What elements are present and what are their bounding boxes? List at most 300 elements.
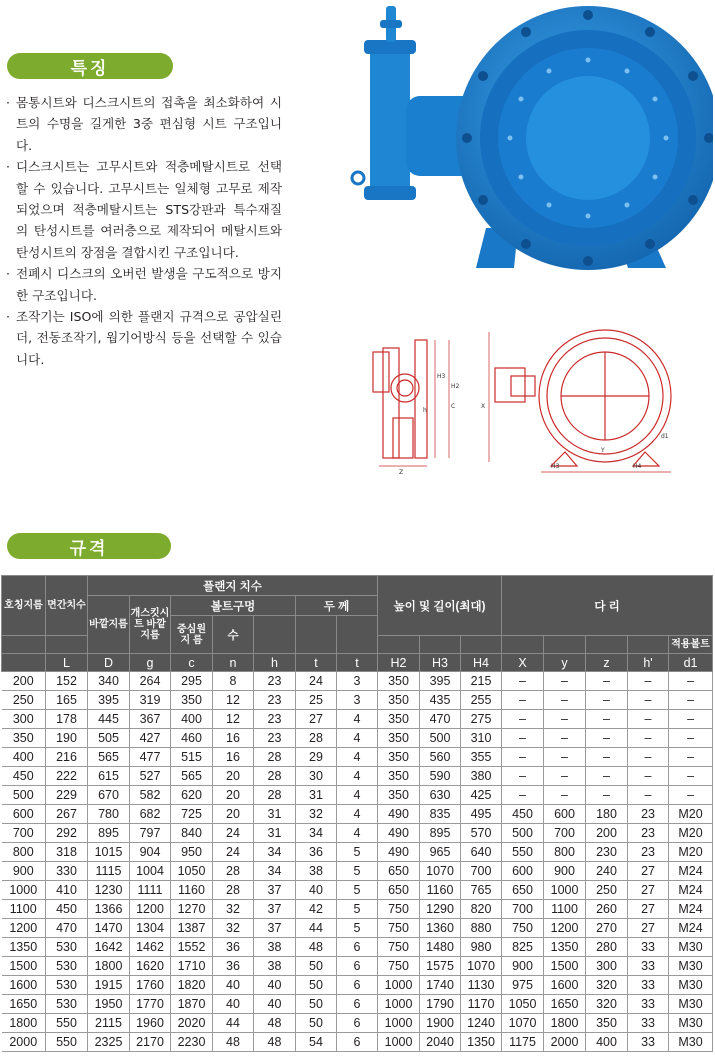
table-row <box>2 767 713 786</box>
table-cell: 25 <box>296 691 337 710</box>
symbol: H2 <box>378 654 420 672</box>
table-cell: 5 <box>337 881 378 900</box>
table-cell: 32 <box>213 919 254 938</box>
table-cell: 530 <box>46 938 88 957</box>
table-cell: – <box>669 786 713 805</box>
table-cell: 2230 <box>171 1033 213 1052</box>
table-cell: 1790 <box>420 995 461 1014</box>
table-cell: 23 <box>254 710 296 729</box>
table-cell: 250 <box>2 691 46 710</box>
table-cell: 1552 <box>171 938 213 957</box>
table-cell: 527 <box>130 767 171 786</box>
table-cell: 229 <box>46 786 88 805</box>
table-row <box>2 786 713 805</box>
header-legs: 다 리 <box>502 576 713 636</box>
table-cell: 6 <box>337 1033 378 1052</box>
table-cell: 750 <box>378 957 420 976</box>
table-cell: 2170 <box>130 1033 171 1052</box>
table-cell: 33 <box>628 1033 669 1052</box>
table-cell: 1070 <box>461 957 502 976</box>
table-cell: 23 <box>254 672 296 691</box>
table-cell: 1600 <box>2 976 46 995</box>
header-blank <box>378 636 420 654</box>
table-cell: 295 <box>171 672 213 691</box>
table-cell: 505 <box>88 729 130 748</box>
table-cell: 40 <box>254 976 296 995</box>
table-cell: 28 <box>213 862 254 881</box>
table-cell: – <box>544 748 586 767</box>
table-cell: 1290 <box>420 900 461 919</box>
table-cell: 1240 <box>461 1014 502 1033</box>
table-cell: 1000 <box>378 1033 420 1052</box>
table-cell: 4 <box>337 767 378 786</box>
symbol: H4 <box>461 654 502 672</box>
table-cell: 400 <box>586 1033 628 1052</box>
label-y: Y <box>601 447 605 454</box>
table-cell: – <box>669 672 713 691</box>
header-bolt-layout: 볼트구멍 <box>171 596 296 616</box>
table-cell: 29 <box>296 748 337 767</box>
label-z: Z <box>399 469 404 476</box>
table-cell: 1160 <box>171 881 213 900</box>
table-cell: 1620 <box>130 957 171 976</box>
table-cell: 38 <box>254 957 296 976</box>
table-cell: – <box>544 767 586 786</box>
table-cell: 1015 <box>88 843 130 862</box>
table-cell: 1800 <box>544 1014 586 1033</box>
table-cell: – <box>586 672 628 691</box>
table-cell: 550 <box>502 843 544 862</box>
table-cell: 425 <box>461 786 502 805</box>
table-cell: 700 <box>544 824 586 843</box>
table-cell: 700 <box>2 824 46 843</box>
table-cell: 350 <box>586 1014 628 1033</box>
table-cell: – <box>628 786 669 805</box>
table-cell: 37 <box>254 900 296 919</box>
table-cell: – <box>544 691 586 710</box>
table-cell: – <box>669 729 713 748</box>
table-cell: M24 <box>669 862 713 881</box>
dimension-drawing <box>365 318 710 478</box>
table-cell: 1100 <box>544 900 586 919</box>
table-cell: M24 <box>669 919 713 938</box>
feature-item: · 디스크시트는 고무시트와 적층메탈시트로 선택할 수 있습니다. 고무시트는 일체형 고무로 제작되었으며 적층메탈시트는 STS강판과 특수재질의 탄성시트를 여러층으로 제작되어 메탈시트와 탄성시트의 장점을 결합시킨 구조입니다. <box>6 156 282 263</box>
table-cell: 33 <box>628 995 669 1014</box>
table-cell: 36 <box>296 843 337 862</box>
table-cell: 1270 <box>171 900 213 919</box>
spec-table <box>1 575 713 1052</box>
table-cell: 350 <box>378 691 420 710</box>
table-cell: 178 <box>46 710 88 729</box>
table-cell: 230 <box>586 843 628 862</box>
table-cell: 1360 <box>420 919 461 938</box>
header-blank <box>544 636 586 654</box>
table-cell: 2115 <box>88 1014 130 1033</box>
table-cell: 200 <box>2 672 46 691</box>
table-cell: 895 <box>420 824 461 843</box>
table-cell: – <box>544 710 586 729</box>
table-cell: 28 <box>254 748 296 767</box>
table-cell: M20 <box>669 805 713 824</box>
table-cell: 682 <box>130 805 171 824</box>
symbol: h' <box>628 654 669 672</box>
table-cell: 32 <box>213 900 254 919</box>
table-cell: 355 <box>461 748 502 767</box>
table-cell: 650 <box>502 881 544 900</box>
table-cell: M30 <box>669 1033 713 1052</box>
table-cell: 1050 <box>502 995 544 1014</box>
table-cell: 950 <box>171 843 213 862</box>
table-cell: 20 <box>213 805 254 824</box>
table-cell: 270 <box>586 919 628 938</box>
table-cell: 27 <box>628 919 669 938</box>
table-cell: 54 <box>296 1033 337 1052</box>
header-blank <box>502 636 544 654</box>
table-cell: 300 <box>586 957 628 976</box>
symbol: n <box>213 654 254 672</box>
table-cell: 500 <box>2 786 46 805</box>
table-cell: 1004 <box>130 862 171 881</box>
table-cell: 1170 <box>461 995 502 1014</box>
table-cell: 565 <box>171 767 213 786</box>
table-cell: 34 <box>254 843 296 862</box>
table-cell: 750 <box>378 900 420 919</box>
table-cell: 600 <box>2 805 46 824</box>
table-cell: 825 <box>502 938 544 957</box>
table-cell: 4 <box>337 729 378 748</box>
table-cell: 34 <box>296 824 337 843</box>
table-row <box>2 1033 713 1052</box>
table-cell: 450 <box>2 767 46 786</box>
table-cell: 4 <box>337 786 378 805</box>
table-cell: 490 <box>378 824 420 843</box>
table-cell: 350 <box>378 767 420 786</box>
table-cell: 900 <box>502 957 544 976</box>
table-cell: 1900 <box>420 1014 461 1033</box>
feature-item: · 전폐시 디스크의 오버런 발생을 구도적으로 방지한 구조입니다. <box>6 263 282 306</box>
table-cell: 330 <box>46 862 88 881</box>
table-row <box>2 843 713 862</box>
header-blank <box>296 616 337 654</box>
header-blank <box>46 636 88 654</box>
table-cell: M20 <box>669 824 713 843</box>
table-cell: 477 <box>130 748 171 767</box>
table-cell: 1130 <box>461 976 502 995</box>
table-cell: 1800 <box>2 1014 46 1033</box>
table-cell: 490 <box>378 805 420 824</box>
table-cell: 3 <box>337 672 378 691</box>
feature-item: · 조작기는 ISO에 의한 플랜지 규격으로 공압실린더, 전동조작기, 웜기어방식 등을 선택할 수 있습니다. <box>6 306 282 370</box>
table-cell: – <box>628 691 669 710</box>
table-cell: 180 <box>586 805 628 824</box>
table-cell: 1870 <box>171 995 213 1014</box>
table-cell: 23 <box>628 824 669 843</box>
table-row <box>2 824 713 843</box>
table-cell: 320 <box>586 995 628 1014</box>
table-cell: 2000 <box>544 1033 586 1052</box>
table-cell: 470 <box>420 710 461 729</box>
table-cell: 48 <box>254 1033 296 1052</box>
table-cell: 4 <box>337 710 378 729</box>
table-cell: 16 <box>213 729 254 748</box>
table-cell: – <box>502 767 544 786</box>
table-cell: 450 <box>46 900 88 919</box>
table-cell: 2325 <box>88 1033 130 1052</box>
table-row <box>2 881 713 900</box>
table-cell: 23 <box>628 805 669 824</box>
table-cell: 5 <box>337 919 378 938</box>
table-cell: 1350 <box>544 938 586 957</box>
table-cell: 36 <box>213 938 254 957</box>
table-cell: 28 <box>296 729 337 748</box>
table-cell: 1000 <box>378 976 420 995</box>
table-cell: – <box>586 748 628 767</box>
table-row <box>2 748 713 767</box>
table-cell: 32 <box>296 805 337 824</box>
table-cell: 1111 <box>130 881 171 900</box>
table-cell: 400 <box>2 748 46 767</box>
table-cell: 2020 <box>171 1014 213 1033</box>
symbol: h <box>254 654 296 672</box>
label-h3: H3 <box>437 373 446 380</box>
table-cell: M30 <box>669 957 713 976</box>
table-cell: 797 <box>130 824 171 843</box>
symbol: g <box>130 654 171 672</box>
table-cell: 260 <box>586 900 628 919</box>
table-cell: 280 <box>586 938 628 957</box>
table-cell: 24 <box>296 672 337 691</box>
table-cell: 904 <box>130 843 171 862</box>
table-cell: 27 <box>628 900 669 919</box>
table-cell: 6 <box>337 938 378 957</box>
header-bolt-size: 적용볼트 <box>669 636 713 654</box>
table-cell: 50 <box>296 1014 337 1033</box>
table-cell: 1575 <box>420 957 461 976</box>
table-cell: 38 <box>254 938 296 957</box>
table-cell: 470 <box>46 919 88 938</box>
table-cell: – <box>502 691 544 710</box>
table-cell: 1950 <box>88 995 130 1014</box>
header-blank <box>254 616 296 654</box>
table-cell: 1070 <box>420 862 461 881</box>
table-cell: 40 <box>296 881 337 900</box>
table-cell: 530 <box>46 995 88 1014</box>
table-cell: 264 <box>130 672 171 691</box>
table-cell: 250 <box>586 881 628 900</box>
table-cell: M30 <box>669 995 713 1014</box>
table-cell: 515 <box>171 748 213 767</box>
table-row <box>2 729 713 748</box>
spec-table-body <box>2 672 713 1052</box>
table-cell: 28 <box>254 767 296 786</box>
table-cell: 215 <box>461 672 502 691</box>
table-cell: 1070 <box>502 1014 544 1033</box>
table-cell: 880 <box>461 919 502 938</box>
feature-item: · 몸통시트와 디스크시트의 접촉을 최소화하여 시트의 수명을 길게한 3중 편심형 시트 구조입니다. <box>6 92 282 156</box>
table-cell: 350 <box>2 729 46 748</box>
table-cell: 700 <box>461 862 502 881</box>
header-nominal: 호칭지름 <box>2 576 46 636</box>
table-cell: 33 <box>628 1014 669 1033</box>
table-cell: 1200 <box>2 919 46 938</box>
symbol: H3 <box>420 654 461 672</box>
table-cell: M20 <box>669 843 713 862</box>
table-cell: 4 <box>337 805 378 824</box>
table-cell: 1820 <box>171 976 213 995</box>
label-h4: H4 <box>633 463 642 470</box>
table-cell: 1100 <box>2 900 46 919</box>
table-cell: 267 <box>46 805 88 824</box>
table-cell: 500 <box>420 729 461 748</box>
table-cell: 275 <box>461 710 502 729</box>
table-cell: 395 <box>88 691 130 710</box>
header-blank <box>420 636 461 654</box>
table-row <box>2 862 713 881</box>
table-cell: 395 <box>420 672 461 691</box>
table-cell: 1366 <box>88 900 130 919</box>
table-cell: 1462 <box>130 938 171 957</box>
table-cell: 975 <box>502 976 544 995</box>
table-cell: – <box>502 748 544 767</box>
table-row <box>2 900 713 919</box>
table-cell: 582 <box>130 786 171 805</box>
table-cell: 37 <box>254 919 296 938</box>
table-cell: 445 <box>88 710 130 729</box>
symbol: t <box>296 654 337 672</box>
table-cell: 36 <box>213 957 254 976</box>
table-cell: 44 <box>296 919 337 938</box>
label-h: h <box>423 407 427 414</box>
table-row <box>2 995 713 1014</box>
table-cell: 450 <box>502 805 544 824</box>
table-row <box>2 919 713 938</box>
table-cell: 1200 <box>130 900 171 919</box>
table-row <box>2 710 713 729</box>
table-cell: 319 <box>130 691 171 710</box>
header-gasket: 개스킷시트 바깥지름 <box>130 596 171 654</box>
table-cell: 3 <box>337 691 378 710</box>
table-cell: 33 <box>628 957 669 976</box>
table-cell: – <box>502 710 544 729</box>
table-cell: 1650 <box>2 995 46 1014</box>
table-cell: 48 <box>213 1033 254 1052</box>
table-cell: 5 <box>337 862 378 881</box>
table-cell: – <box>502 672 544 691</box>
table-cell: 500 <box>502 824 544 843</box>
table-cell: 6 <box>337 995 378 1014</box>
symbol: X <box>502 654 544 672</box>
table-cell: 1350 <box>461 1033 502 1052</box>
table-cell: 310 <box>461 729 502 748</box>
table-cell: 2040 <box>420 1033 461 1052</box>
table-cell: 1760 <box>130 976 171 995</box>
spec-title: 규격 <box>7 533 171 559</box>
table-cell: 835 <box>420 805 461 824</box>
table-cell: 550 <box>46 1033 88 1052</box>
table-cell: 1000 <box>2 881 46 900</box>
table-cell: M24 <box>669 881 713 900</box>
table-cell: 800 <box>544 843 586 862</box>
table-cell: 27 <box>296 710 337 729</box>
table-row <box>2 805 713 824</box>
table-cell: 31 <box>254 805 296 824</box>
table-cell: 895 <box>88 824 130 843</box>
table-cell: – <box>628 767 669 786</box>
table-cell: 427 <box>130 729 171 748</box>
table-cell: – <box>502 729 544 748</box>
table-cell: 50 <box>296 957 337 976</box>
table-cell: 620 <box>171 786 213 805</box>
table-cell: 350 <box>171 691 213 710</box>
table-cell: 27 <box>628 881 669 900</box>
table-cell: 318 <box>46 843 88 862</box>
table-cell: 350 <box>378 786 420 805</box>
table-cell: 24 <box>213 824 254 843</box>
table-cell: 28 <box>254 786 296 805</box>
table-cell: 40 <box>213 976 254 995</box>
table-cell: 590 <box>420 767 461 786</box>
table-cell: – <box>586 691 628 710</box>
table-row <box>2 691 713 710</box>
table-cell: 1000 <box>378 995 420 1014</box>
table-cell: 1115 <box>88 862 130 881</box>
table-cell: 615 <box>88 767 130 786</box>
table-cell: 5 <box>337 900 378 919</box>
table-cell: 435 <box>420 691 461 710</box>
symbol: t <box>337 654 378 672</box>
table-cell: 340 <box>88 672 130 691</box>
table-cell: 20 <box>213 767 254 786</box>
table-cell: 16 <box>213 748 254 767</box>
table-cell: 31 <box>296 786 337 805</box>
table-cell: – <box>628 729 669 748</box>
table-cell: 8 <box>213 672 254 691</box>
header-blank <box>586 636 628 654</box>
table-cell: 367 <box>130 710 171 729</box>
table-cell: 1500 <box>2 957 46 976</box>
table-cell: 900 <box>2 862 46 881</box>
header-pcd: 중심원 지 름 <box>171 616 213 654</box>
table-cell: 1770 <box>130 995 171 1014</box>
table-cell: 255 <box>461 691 502 710</box>
table-cell: 1740 <box>420 976 461 995</box>
table-cell: 31 <box>254 824 296 843</box>
table-cell: – <box>586 729 628 748</box>
table-cell: 24 <box>213 843 254 862</box>
table-row <box>2 957 713 976</box>
table-cell: 410 <box>46 881 88 900</box>
table-cell: 550 <box>46 1014 88 1033</box>
table-cell: 27 <box>628 862 669 881</box>
table-cell: 460 <box>171 729 213 748</box>
table-cell: 23 <box>254 729 296 748</box>
table-cell: – <box>628 710 669 729</box>
table-cell: 1642 <box>88 938 130 957</box>
table-cell: 840 <box>171 824 213 843</box>
table-cell: 560 <box>420 748 461 767</box>
table-cell: 965 <box>420 843 461 862</box>
table-cell: 380 <box>461 767 502 786</box>
table-cell: 40 <box>254 995 296 1014</box>
table-cell: 350 <box>378 710 420 729</box>
table-cell: 600 <box>502 862 544 881</box>
table-cell: 200 <box>586 824 628 843</box>
table-cell: 1350 <box>2 938 46 957</box>
table-row <box>2 1014 713 1033</box>
table-cell: 6 <box>337 1014 378 1033</box>
table-cell: 600 <box>544 805 586 824</box>
table-cell: 5 <box>337 843 378 862</box>
